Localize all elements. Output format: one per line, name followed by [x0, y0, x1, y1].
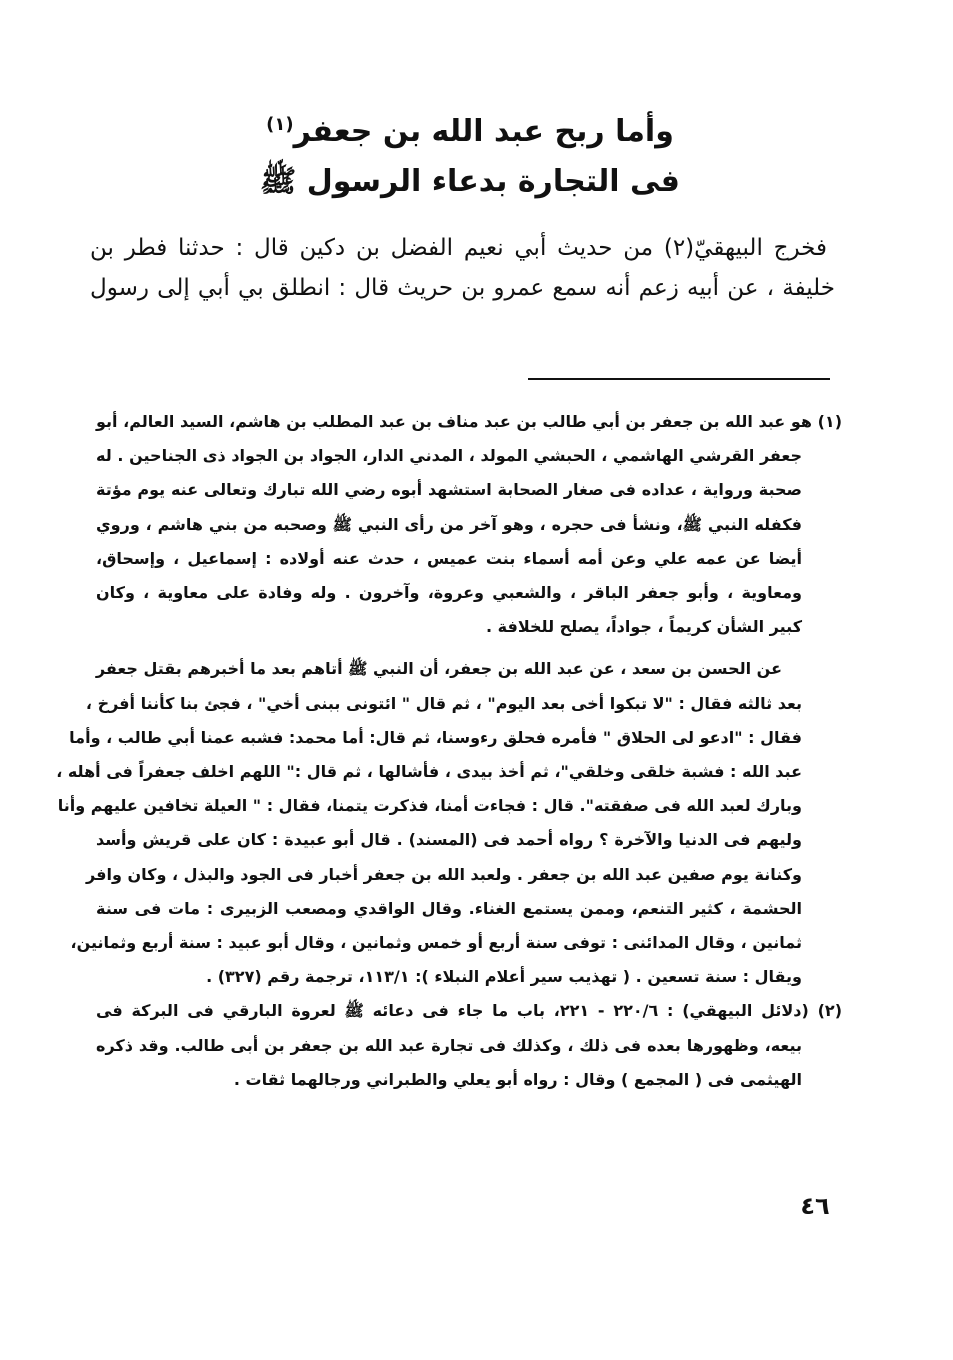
chapter-title-text: وأما ربح عبد الله بن جعفر	[293, 114, 674, 149]
footnote-1-line: (١) هو عبد الله بن جعفر بن أبي طالب بن عبد مناف بن عبد المطلب بن هاشم، السيد العالم، أبو	[96, 412, 842, 431]
footnote-2-line: (٢) (دلائل البيهقي) : ٢٢٠/٦ - ٢٢١، باب ما جاء فى دعائه ﷺ لعروة البارقي فى البركة فى	[96, 1001, 842, 1021]
footnote-1-para2-line: بعد ثالثه فقال : "لا تبكوا أخى بعد اليوم" ، ثم قال " ائتونى ببنى أخي" ، فجئ بنا كأننا أفرخ ،	[85, 693, 802, 713]
footnote-1-para2-line: وليهم فى الدنيا والآخرة ؟ رواه أحمد فى (المسند) . قال أبو عبيدة : كان على قريش وأسد	[96, 830, 802, 850]
footnote-1-para2-line: ثمانين ، وقال المدائنى : توفى سنة أربع أو خمس وثمانين ، وقال أبو عبيد : سنة أربع وثمانين،	[70, 933, 802, 953]
title-footnote-marker: (١)	[266, 114, 294, 135]
footnote-1-line: أيضا عن عمه علي وعن أمه أسماء بنت عميس ، حدث عنه أولاده : إسماعيل ، وإسحاق،	[96, 548, 802, 568]
page-number: ٤٦	[800, 1192, 830, 1220]
footnote-2-line: بيعه، وظهورها بعده فى ذلك ، وكذلك فى تجارة عبد الله بن جعفر بن أبى طالب. وقد ذكره	[96, 1035, 802, 1055]
footnote-1-para2-line: الحشمة ، كثير التنعم، وممن يستمع الغناء. وقال الواقدي ومصعب الزبيرى : مات فى سنة	[96, 898, 802, 918]
footnote-1-para2-line: عن الحسن بن سعد ، عن عبد الله بن جعفر، أن النبي ﷺ أتاهم بعد ما أخبرهم بقتل جعفر	[95, 659, 782, 679]
footnote-1-para2-line: فقال : "ادعو لى الحلاق " فأمره فحلق رءوسنا، ثم قال: أما محمد: فشبه عمنا أبي طالب ، وأما	[69, 727, 802, 747]
footnote-1-line: كبير الشأن كريماً ، جواداً، يصلح للخلافة .	[486, 617, 802, 637]
footnote-1-para2-line: وكنانة يوم صفين عبد الله بن جعفر . ولعبد الله بن جعفر أخبار فى الجود والبذل ، وكان وافر	[86, 864, 802, 884]
footnotes	[56, 405, 842, 1097]
footnote-1-para2-line: وبارك لعبد الله فى صفقته". قال : فجاءت أمنا، فذكرت يتمنا، فقال : " العيلة تخافين عليهم وأنا	[57, 796, 802, 816]
chapter-title-line-2: فى التجارة بدعاء الرسول ﷺ	[260, 164, 680, 199]
footnote-2-line: الهيثمى فى ( المجمع ) وقال : رواه أبو يعلي والطبراني ورجالهما ثقات .	[233, 1069, 802, 1089]
footnote-1-line: فكفله النبي ﷺ، ونشأ فى حجره ، وهو آخر من رأى النبي ﷺ وصحبه من بني هاشم ، وروي	[96, 514, 802, 534]
footnote-1-line: صحبة ورواية ، عداده فى صغار الصحابة استشهد أبوه رضي الله تبارك وتعالى عنه يوم مؤتة	[96, 480, 802, 500]
main-text	[90, 228, 835, 308]
main-text-line: خليفة ، عن أبيه زعم أنه سمع عمرو بن حريث قال : انطلق بي أبي إلى رسول	[90, 275, 835, 301]
footnote-separator	[528, 378, 830, 380]
chapter-title-line-1	[150, 108, 790, 156]
footnote-1-line: جعفر القرشي الهاشمي ، الحبشي المولد ، المدني الدار، الجواد بن الجواد ذى الجناحين . له	[96, 446, 802, 466]
footnote-1-line: ومعاوية ، وأبو جعفر الباقر ، والشعبي وعروة، وآخرون . وله وفادة على معاوية ، وكان	[96, 583, 802, 603]
footnote-1-para2-line: عبد الله : فشبة خلقى وخلقي"، ثم أخذ بيدى ، فأشالها ، ثم قال :" اللهم اخلف جعفراً فى أهله ،	[56, 762, 802, 782]
footnote-1-para2-line: ويقال : سنة تسعين . ( تهذيب سير أعلام النبلاء ): ١١٣/١، ترجمة رقم (٣٢٧) .	[206, 967, 802, 987]
main-text-line: فخرج البيهقيّ(٢) من حديث أبي نعيم الفضل بن دكين قال : حدثنا فطر بن	[90, 235, 828, 261]
